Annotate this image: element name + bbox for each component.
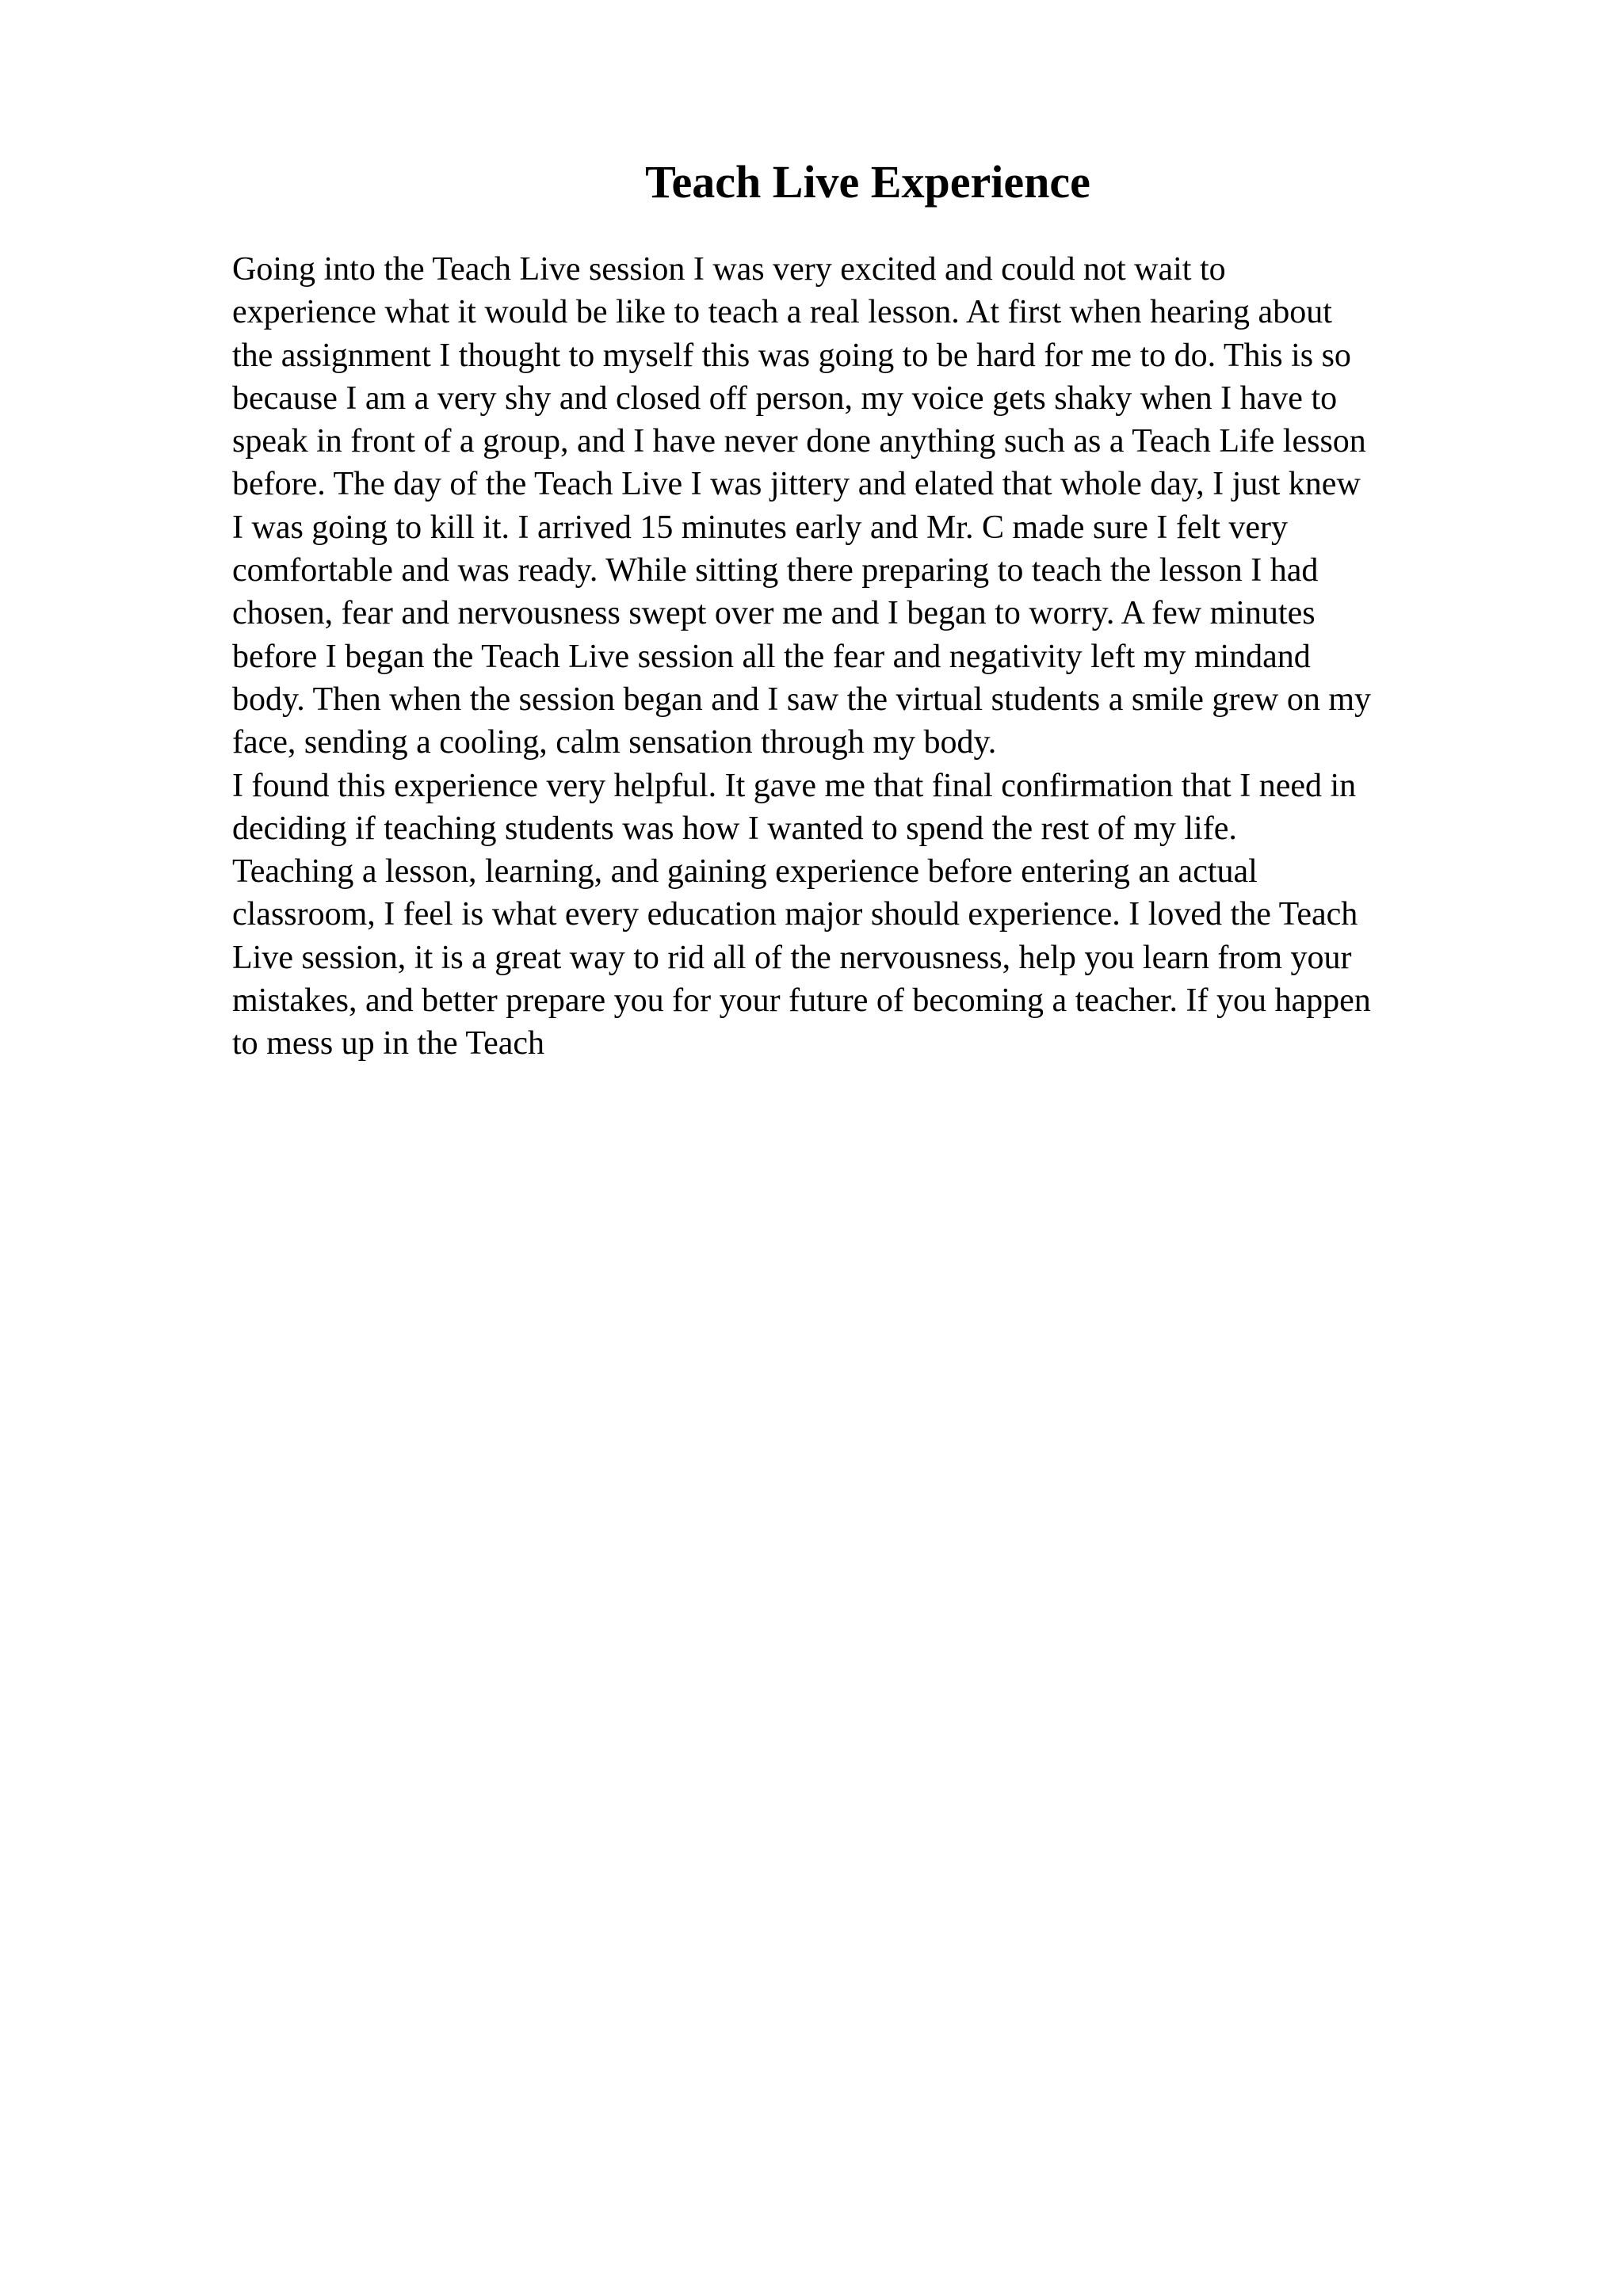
body-line: comfortable and was ready. While sitting there preparing to teach the lesson I had — [232, 552, 1319, 589]
body-line: body. Then when the session began and I saw the virtual students a smile grew on my — [232, 681, 1372, 718]
body-line: before I began the Teach Live session all the fear and negativity left my mindand — [232, 638, 1311, 675]
body-line: Going into the Teach Live session I was very excited and could not wait to — [232, 251, 1226, 288]
body-line: the assignment I thought to myself this was going to be hard for me to do. This is so — [232, 337, 1351, 374]
body-line: I found this experience very helpful. It gave me that final confirmation that I need in — [232, 767, 1357, 804]
body-line: classroom, I feel is what every education major should experience. I loved the Teach — [232, 896, 1358, 933]
body-line: Live session, it is a great way to rid all of the nervousness, help you learn from your — [232, 939, 1352, 976]
body-line: because I am a very shy and closed off person, my voice gets shaky when I have to — [232, 379, 1338, 417]
document-title: Teach Live Experience — [645, 156, 1090, 208]
body-line: to mess up in the Teach — [232, 1025, 545, 1062]
document-body — [232, 248, 1516, 1066]
body-line: experience what it would be like to teach a real lesson. At first when hearing about — [232, 294, 1332, 331]
body-line: speak in front of a group, and I have never done anything such as a Teach Life lesson — [232, 423, 1366, 460]
body-line: Teaching a lesson, learning, and gaining experience before entering an actual — [232, 853, 1258, 891]
body-line: mistakes, and better prepare you for your future of becoming a teacher. If you happen — [232, 982, 1371, 1020]
body-line: deciding if teaching students was how I wanted to spend the rest of my life. — [232, 810, 1237, 847]
body-line: chosen, fear and nervousness swept over me and I began to worry. A few minutes — [232, 595, 1316, 632]
body-line: I was going to kill it. I arrived 15 minutes early and Mr. C made sure I felt very — [232, 509, 1289, 546]
body-line: face, sending a cooling, calm sensation through my body. — [232, 724, 997, 761]
body-line: before. The day of the Teach Live I was jittery and elated that whole day, I just knew — [232, 466, 1361, 503]
